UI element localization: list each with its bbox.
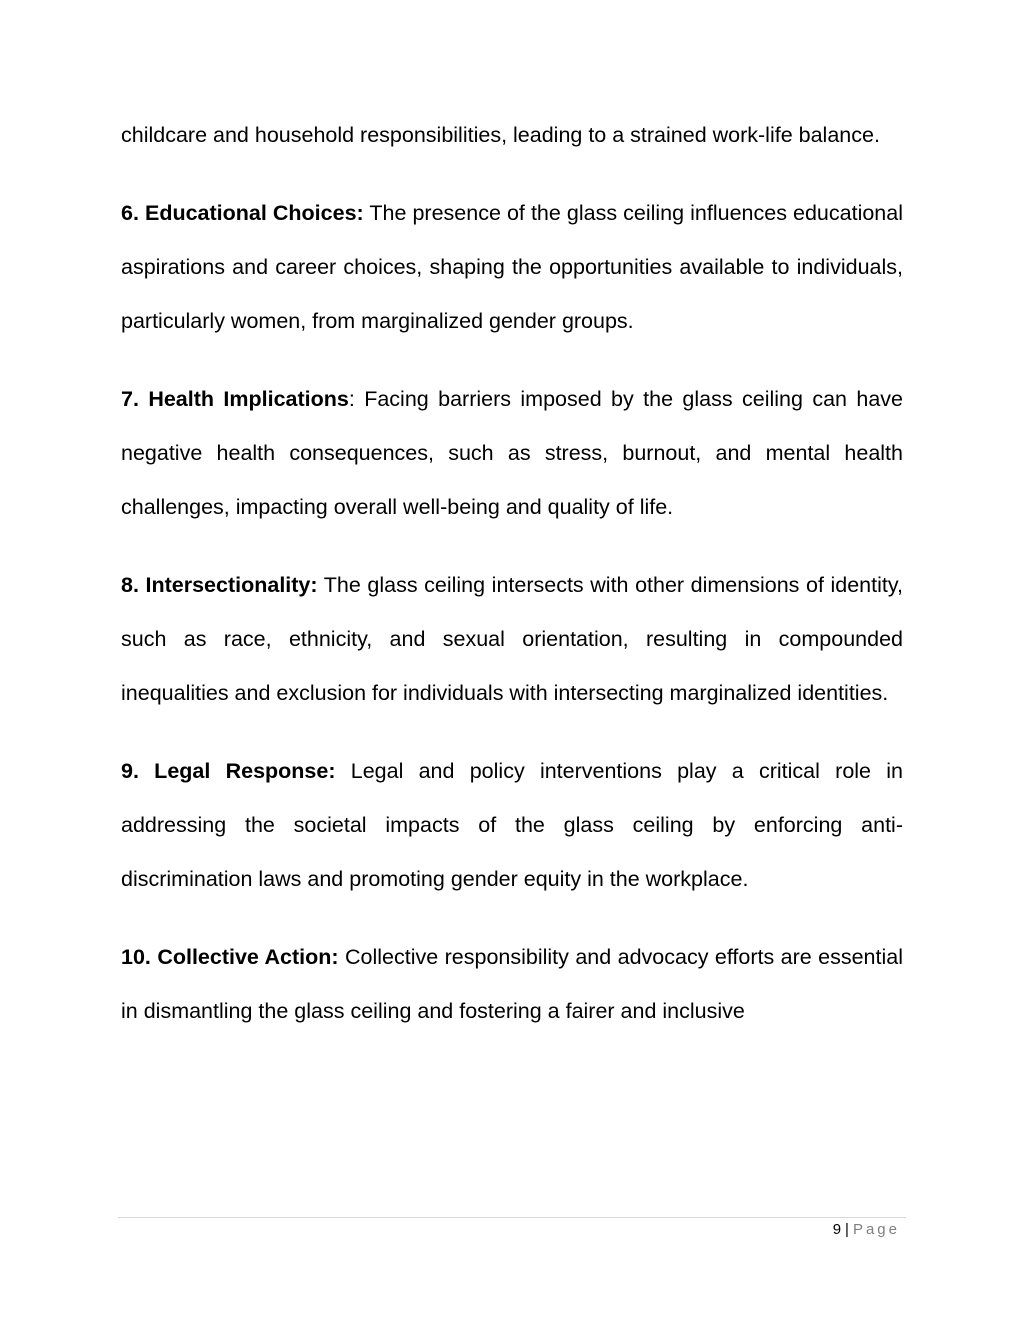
item-body: The glass ceiling intersects with other dimensions of identity, such as race, ethnicity, and sexual orientation, resulting in compounded inequalities and exclusion for individuals with intersecting marginalized identities. [121,573,903,705]
item-heading: 8. Intersectionality: [121,573,318,597]
item-heading: 9. Legal Response: [121,759,336,783]
item-heading: 6. Educational Choices: [121,201,364,225]
footer-divider [118,1217,906,1218]
item-legal-response [121,744,903,906]
page-label: Page [852,1221,900,1238]
item-body: Collective responsibility and advocacy efforts are essential in dismantling the glass ceiling and fostering a fairer and inclusive [121,945,904,1023]
item-health-implications [121,372,903,534]
item-body: : Facing barriers imposed by the glass ceiling can have negative health consequences, such as stress, burnout, and mental health challenges, impacting overall well-being and quality of life. [121,387,903,519]
item-body: Legal and policy interventions play a critical role in addressing the societal impacts of the glass ceiling by enforcing anti-discrimination laws and promoting gender equity in the workplace. [121,759,903,891]
intro-paragraph: childcare and household responsibilities, leading to a strained work-life balance. [121,123,880,147]
page-footer [833,1221,900,1238]
item-educational-choices [121,186,903,348]
footer-separator: | [845,1221,849,1238]
item-collective-action [121,930,903,1038]
item-heading: 10. Collective Action: [121,945,339,969]
item-heading: 7. Health Implications [121,387,349,411]
item-body: The presence of the glass ceiling influences educational aspirations and career choices, shaping the opportunities available to individuals, particularly women, from marginalized gender groups. [121,201,903,333]
page-number: 9 [832,1221,842,1238]
document-body [121,108,903,1062]
item-intersectionality [121,558,903,720]
